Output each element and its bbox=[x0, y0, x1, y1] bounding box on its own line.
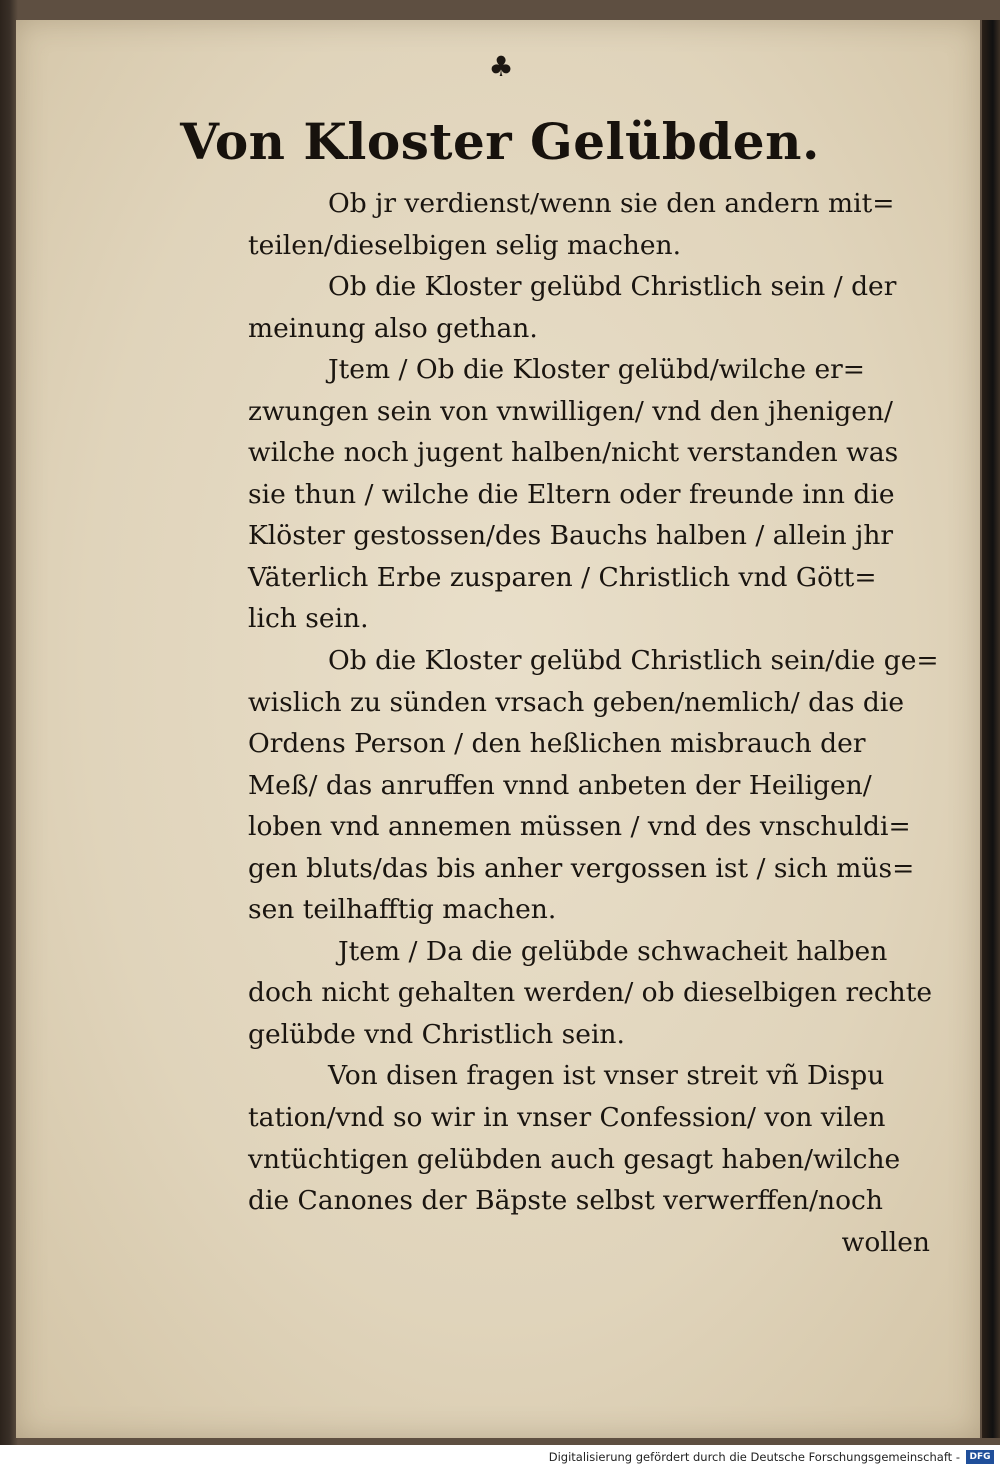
footer-bar bbox=[0, 1445, 1000, 1470]
text-line: doch nicht gehalten werden/ ob dieselbigen rechte bbox=[248, 977, 933, 1009]
text-line: Ob die Kloster gelübd Christlich sein/die ge= bbox=[328, 645, 939, 677]
dfg-logo: DFG bbox=[966, 1450, 994, 1464]
text-line: loben vnd annemen müssen / vnd des vnschuldi= bbox=[248, 811, 911, 843]
catchword: wollen bbox=[841, 1226, 930, 1258]
text-line: Meß/ das anruffen vnnd anbeten der Heiligen/ bbox=[248, 769, 872, 801]
text-line: wislich zu sünden vrsach geben/nemlich/ das die bbox=[248, 686, 905, 718]
text-line: Klöster gestossen/des Bauchs halben / allein jhr bbox=[248, 520, 894, 552]
text-line: lich sein. bbox=[248, 603, 369, 635]
text-line: zwungen sein von vnwilligen/ vnd den jhenigen/ bbox=[248, 395, 893, 427]
text-line: wilche noch jugent halben/nicht verstanden was bbox=[248, 437, 899, 469]
text-line: teilen/dieselbigen selig machen. bbox=[248, 229, 682, 261]
text-line: Von disen fragen ist vnser streit vñ Dispu bbox=[328, 1060, 885, 1092]
text-line: gelübde vnd Christlich sein. bbox=[248, 1018, 625, 1050]
funding-credit: Digitalisierung gefördert durch die Deutsche Forschungsgemeinschaft - bbox=[548, 1450, 960, 1464]
text-line: sie thun / wilche die Eltern oder freunde inn die bbox=[248, 478, 895, 510]
text-line: Ordens Person / den heßlichen misbrauch der bbox=[248, 728, 866, 760]
text-line: meinung also gethan. bbox=[248, 312, 538, 344]
text-line: tation/vnd so wir in vnser Confession/ von vilen bbox=[248, 1102, 886, 1134]
text-line: gen bluts/das bis anher vergossen ist / sich müs= bbox=[248, 852, 915, 884]
text-line: vntüchtigen gelübden auch gesagt haben/wilche bbox=[248, 1143, 901, 1175]
page-heading: Von Kloster Gelübden. bbox=[180, 112, 820, 171]
body-text bbox=[248, 183, 938, 1263]
text-line: Jtem / Ob die Kloster gelübd/wilche er= bbox=[328, 354, 866, 386]
text-line: Ob die Kloster gelübd Christlich sein / der bbox=[328, 271, 897, 303]
text-line: Jtem / Da die gelübde schwacheit halben bbox=[338, 935, 888, 967]
text-line: die Canones der Bäpste selbst verwerffen/noch bbox=[248, 1185, 883, 1217]
text-line: Ob jr verdienst/wenn sie den andern mit= bbox=[328, 188, 895, 219]
text-line: Väterlich Erbe zusparen / Christlich vnd Gött= bbox=[248, 561, 877, 593]
ornament-icon: ♣ bbox=[488, 50, 514, 83]
text-line: sen teilhafftig machen. bbox=[248, 894, 557, 926]
page-edge-shadow bbox=[982, 20, 1000, 1438]
